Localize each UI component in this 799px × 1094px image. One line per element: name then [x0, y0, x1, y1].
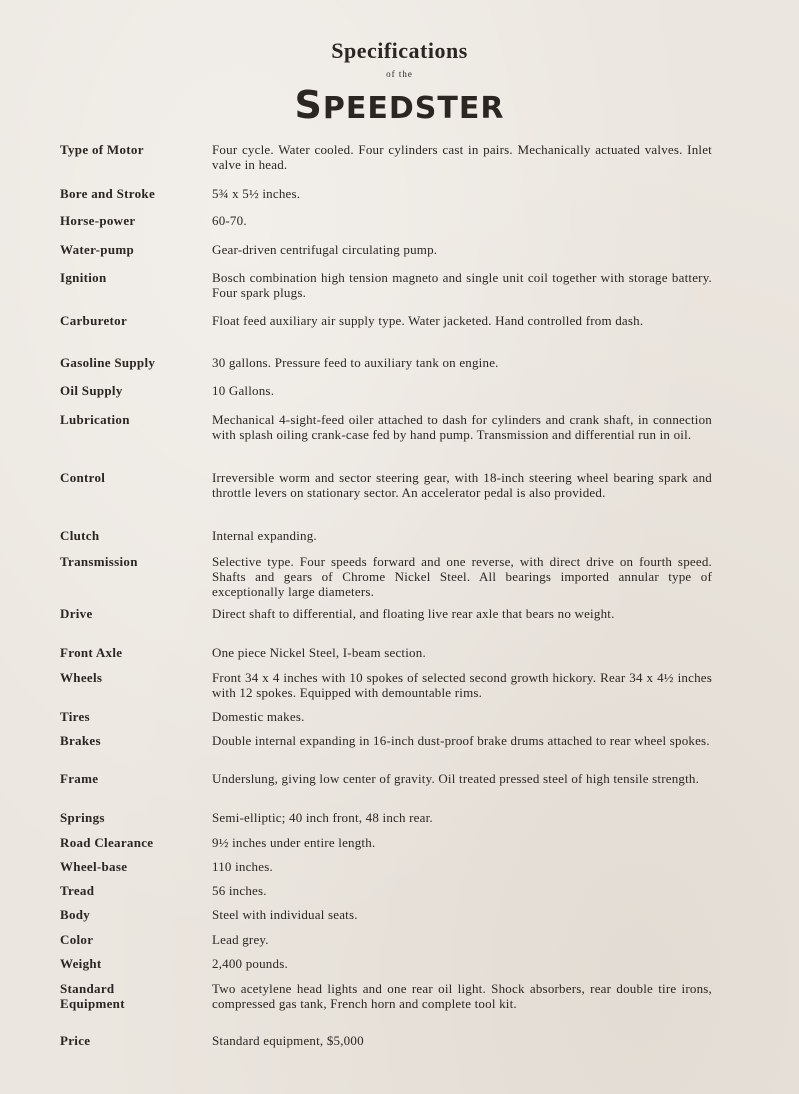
spec-value: 110 inches.: [212, 859, 273, 874]
spec-value: Irreversible worm and sector steering gear, with 18-inch steering wheel bearing spark and throttle levers on stationary sector. An accelerator pedal is also provided.: [212, 470, 712, 500]
spec-label: Weight: [60, 956, 102, 971]
spec-label: Standard Equipment: [60, 981, 125, 1011]
spec-label: Tires: [60, 709, 90, 724]
spec-value: 56 inches.: [212, 883, 267, 898]
model-heading: [0, 81, 799, 133]
spec-label: Bore and Stroke: [60, 186, 156, 201]
spec-value: Direct shaft to differential, and floating live rear axle that bears no weight.: [212, 606, 615, 621]
spec-label: Ignition: [60, 270, 107, 285]
spec-value: 60-70.: [212, 213, 247, 228]
spec-label: Carburetor: [60, 313, 128, 328]
spec-value: Steel with individual seats.: [212, 907, 358, 922]
spec-label: Transmission: [60, 554, 138, 569]
spec-label: Control: [60, 470, 106, 485]
spec-label: Type of Motor: [60, 142, 144, 157]
spec-value: 5¾ x 5½ inches.: [212, 186, 301, 201]
spec-value: 10 Gallons.: [212, 383, 275, 398]
spec-label: Wheels: [60, 670, 103, 685]
spec-label: Tread: [60, 883, 95, 898]
spec-label: Drive: [60, 606, 93, 621]
spec-value: Internal expanding.: [212, 528, 317, 543]
spec-label: Clutch: [60, 528, 100, 543]
spec-value: Standard equipment, $5,000: [212, 1033, 364, 1048]
spec-value: Gear-driven centrifugal circulating pump.: [212, 242, 438, 257]
spec-value: Front 34 x 4 inches with 10 spokes of selected second growth hickory. Rear 34 x 4½ inches with 12 spokes. Equipped with demountable rims.: [212, 670, 712, 700]
spec-value: Lead grey.: [212, 932, 269, 947]
spec-value: Four cycle. Water cooled. Four cylinders cast in pairs. Mechanically actuated valves. Inlet valve in head.: [212, 142, 712, 172]
spec-value: Domestic makes.: [212, 709, 305, 724]
page-title: Specifications: [331, 38, 468, 63]
page-subtitle: of the: [386, 69, 413, 79]
spec-label: Water-pump: [60, 242, 135, 257]
spec-label: Horse-power: [60, 213, 136, 228]
spec-value: One piece Nickel Steel, I-beam section.: [212, 645, 426, 660]
spec-value: Bosch combination high tension magneto and single unit coil together with storage battery. Four spark plugs.: [212, 270, 712, 300]
spec-value: Two acetylene head lights and one rear oil light. Shock absorbers, rear double tire irons, compressed gas tank, French horn and complete tool kit.: [212, 981, 712, 1011]
spec-label: Wheel-base: [60, 859, 128, 874]
spec-value: 30 gallons. Pressure feed to auxiliary tank on engine.: [212, 355, 499, 370]
spec-value: 9½ inches under entire length.: [212, 835, 376, 850]
spec-value: Semi-elliptic; 40 inch front, 48 inch rear.: [212, 810, 433, 825]
spec-value: 2,400 pounds.: [212, 956, 288, 971]
spec-value: Double internal expanding in 16-inch dust-proof brake drums attached to rear wheel spokes.: [212, 733, 710, 748]
spec-value: Underslung, giving low center of gravity. Oil treated pressed steel of high tensile strength.: [212, 771, 700, 786]
spec-label: Body: [60, 907, 91, 922]
spec-value: Selective type. Four speeds forward and one reverse, with direct drive on fourth speed. Shafts and gears of Chrome Nickel Steel. All bearings imported annular type of exceptionally large diameters.: [212, 554, 712, 599]
spec-label: Oil Supply: [60, 383, 123, 398]
spec-label: Frame: [60, 771, 99, 786]
model-heading-rest: PEEDSTER: [322, 91, 505, 126]
spec-label: Road Clearance: [60, 835, 154, 850]
spec-label: Springs: [60, 810, 105, 825]
spec-label: Color: [60, 932, 94, 947]
spec-value: Float feed auxiliary air supply type. Water jacketed. Hand controlled from dash.: [212, 313, 644, 328]
spec-label: Price: [60, 1033, 91, 1048]
spec-label: Lubrication: [60, 412, 130, 427]
model-heading-initial: S: [294, 83, 323, 127]
spec-value: Mechanical 4-sight-feed oiler attached to dash for cylinders and crank shaft, in connection with splash oiling crank-case fed by hand pump. Transmission and differential run in oil.: [212, 412, 712, 442]
spec-label: Gasoline Supply: [60, 355, 156, 370]
spec-label: Front Axle: [60, 645, 123, 660]
spec-label: Brakes: [60, 733, 101, 748]
